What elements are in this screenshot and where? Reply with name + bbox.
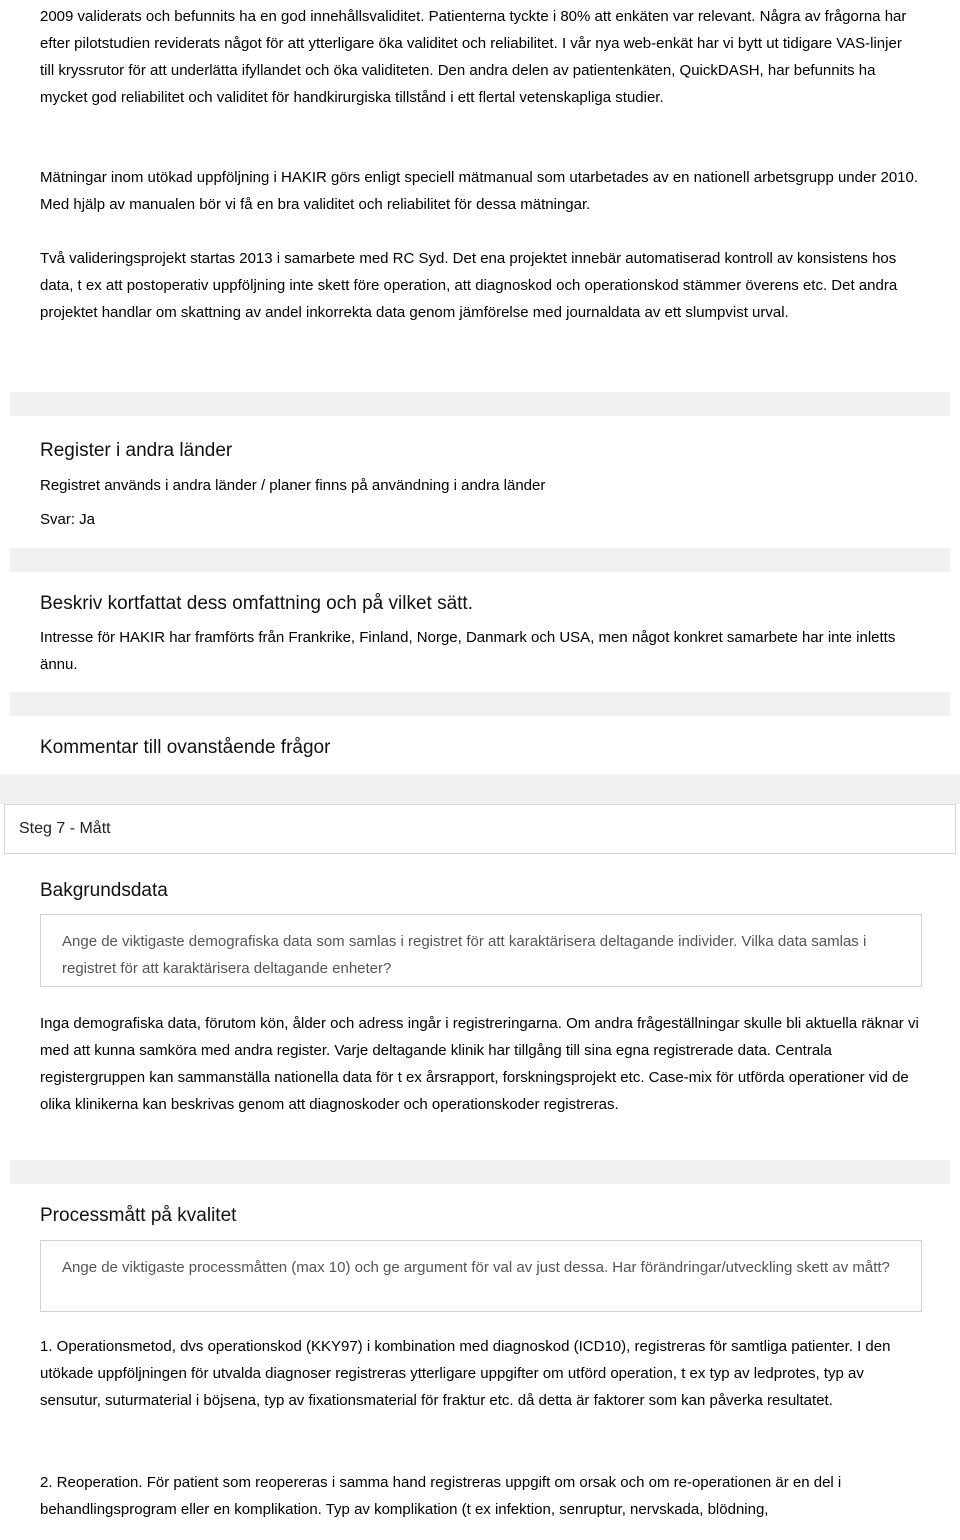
background-question-box bbox=[40, 914, 922, 987]
step-header bbox=[4, 804, 956, 854]
section-divider bbox=[10, 392, 950, 416]
process-question: Ange de viktigaste processmåtten (max 10) och ge argument för val av just dessa. Har förändringar/utveckling skett av mått? bbox=[62, 1259, 890, 1276]
register-other-answer: Svar: Ja bbox=[40, 511, 96, 528]
process-question-box bbox=[40, 1240, 922, 1312]
section-divider bbox=[10, 692, 950, 716]
background-title: Bakgrundsdata bbox=[40, 880, 168, 901]
process-item-1: 1. Operationsmetod, dvs operationskod (KKY97) i kombination med diagnoskod (ICD10), registreras för samtliga patienter. I den utökade uppföljningen för utvalda diagnoser registreras ytterligare uppgifter om utförd operation, t ex typ av ledprotes, typ av sensutur, suturmaterial i böjsena, typ av fixationsmaterial för fraktur etc. då detta är faktorer som kan påverka resultatet. bbox=[40, 1338, 891, 1409]
describe-text: Intresse för HAKIR har framförts från Frankrike, Finland, Norge, Danmark och USA, men något konkret samarbete har inte inletts ännu. bbox=[40, 629, 896, 673]
background-question: Ange de viktigaste demografiska data som samlas i registret för att karaktärisera deltagande individer. Vilka data samlas i registret för att karaktärisera deltagande enheter? bbox=[62, 933, 867, 977]
section-divider bbox=[0, 774, 960, 804]
describe-title: Beskriv kortfattat dess omfattning och på vilket sätt. bbox=[40, 593, 473, 614]
comment-title: Kommentar till ovanstående frågor bbox=[40, 737, 331, 758]
intro-paragraph-2: Mätningar inom utökad uppföljning i HAKIR görs enligt speciell mätmanual som utarbetades av en nationell arbetsgrupp under 2010. Med hjälp av manualen bör vi få en bra validitet och reliabilitet för dessa mätningar. bbox=[40, 169, 919, 213]
intro-paragraph-3: Två valideringsprojekt startas 2013 i samarbete med RC Syd. Det ena projektet innebär automatiserad kontroll av konsistens hos data, t ex att postoperativ uppföljning inte skett före operation, att diagnoskod och operationskod stämmer överens etc. Det andra projektet handlar om skattning av andel inkorrekta data genom jämförelse med journaldata av ett slumpvist urval. bbox=[40, 250, 898, 321]
intro-paragraph-1: 2009 validerats och befunnits ha en god innehållsvaliditet. Patienterna tyckte i 80% att enkäten var relevant. Några av frågorna har efter pilotstudien reviderats något för att ytterligare öka validitet och reliabilitet. I vår nya web-enkät har vi bytt ut tidigare VAS-linjer till kryssrutor för att underlätta ifyllandet och öka validiteten. Den andra delen av patientenkäten, QuickDASH, har befunnits ha mycket god reliabilitet och validitet för handkirurgiska tillstånd i ett flertal vetenskapliga studier. bbox=[40, 8, 907, 106]
background-answer: Inga demografiska data, förutom kön, ålder och adress ingår i registreringarna. Om andra frågeställningar skulle bli aktuella räknar vi med att kunna samköra med andra register. Varje deltagande klinik har tillgång till sina egna registrerade data. Centrala registergruppen kan sammanställa nationella data för t ex årsrapport, forskningsprojekt etc. Case-mix för utförda operationer vid de olika klinikerna kan beskrivas genom att diagnoskoder och operationskoder registreras. bbox=[40, 1015, 919, 1113]
process-item-2: 2. Reoperation. För patient som reopereras i samma hand registreras uppgift om orsak och om re-operationen är en del i behandlingsprogram eller en komplikation. Typ av komplikation (t ex infektion, senruptur, nervskada, blödning, bbox=[40, 1474, 842, 1518]
step-label: Steg 7 - Mått bbox=[19, 820, 111, 837]
section-divider bbox=[10, 1160, 950, 1184]
register-other-title: Register i andra länder bbox=[40, 440, 233, 461]
section-divider bbox=[10, 548, 950, 572]
process-title: Processmått på kvalitet bbox=[40, 1205, 237, 1226]
register-other-question: Registret används i andra länder / planer finns på användning i andra länder bbox=[40, 477, 546, 494]
